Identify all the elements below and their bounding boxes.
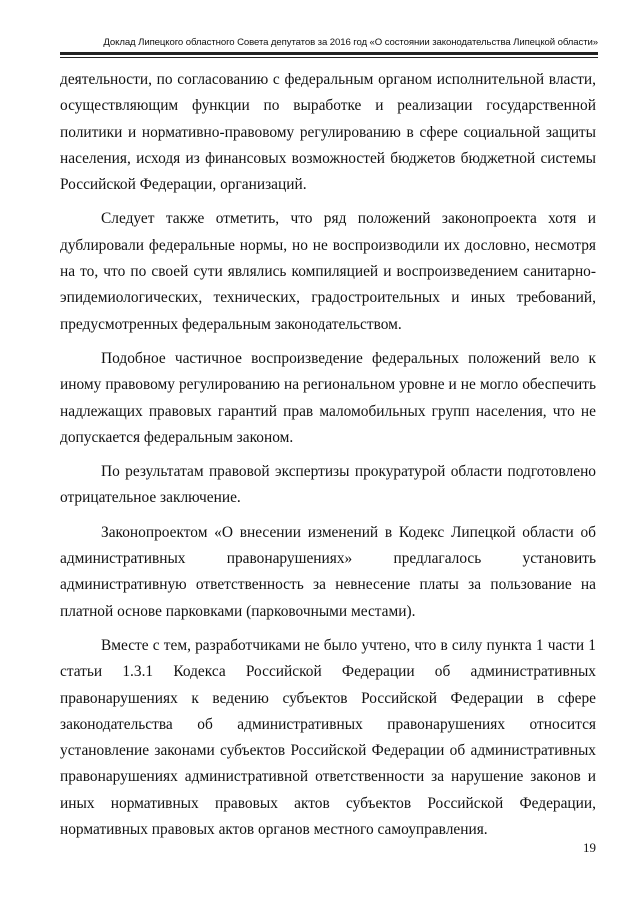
paragraph-continued: деятельности, по согласованию с федеральным органом исполнительной власти, осуществляющим функции по выработке и реализации государственной политики и нормативно-правовому регулированию в сфере социальной защиты населения, исходя из финансовых возможностей бюджетов бюджетной системы Российской Федерации, организаций. [60, 71, 596, 194]
paragraph: Законопроектом «О внесении изменений в Кодекс Липецкой области об административных правонарушениях» предлагалось установить административную ответственность за невнесение платы за пользование на платной основе парковками (парковочными местами). [60, 523, 596, 620]
running-header: Доклад Липецкого областного Совета депутатов за 2016 год «О состоянии законодательства Липецкой области» [103, 37, 598, 48]
paragraph: Подобное частичное воспроизведение федеральных положений вело к иному правовому регулированию на региональном уровне и не могло обеспечить надлежащих правовых гарантий прав маломобильных групп населения, что не допускается федеральным законом. [60, 349, 596, 446]
paragraph: Следует также отметить, что ряд положений законопроекта хотя и дублировали федеральные нормы, но не воспроизводили их дословно, несмотря на то, что по своей сути являлись компиляцией и воспроизведением санитарно-эпидемиологических, технических, градостроительных и иных требований, предусмотренных федеральным законодательством. [60, 210, 596, 333]
paragraph: Вместе с тем, разработчиками не было учтено, что в силу пункта 1 части 1 статьи 1.3.1 Кодекса Российской Федерации об административных правонарушениях к ведению субъектов Российской Федерации в сфере законодательства об административных правонарушениях относится установление законами субъектов Российской Федерации об административных правонарушениях административной ответственности за нарушение законов и иных нормативных правовых актов субъектов Российской Федерации, нормативных правовых актов органов местного самоуправления. [60, 636, 596, 839]
header-rule-thick [60, 52, 598, 55]
paragraph: По результатам правовой экспертизы прокуратурой области подготовлено отрицательное заключение. [60, 463, 596, 507]
page-number: 19 [583, 840, 596, 855]
document-body [60, 67, 596, 843]
header-rule-thin [60, 57, 598, 58]
